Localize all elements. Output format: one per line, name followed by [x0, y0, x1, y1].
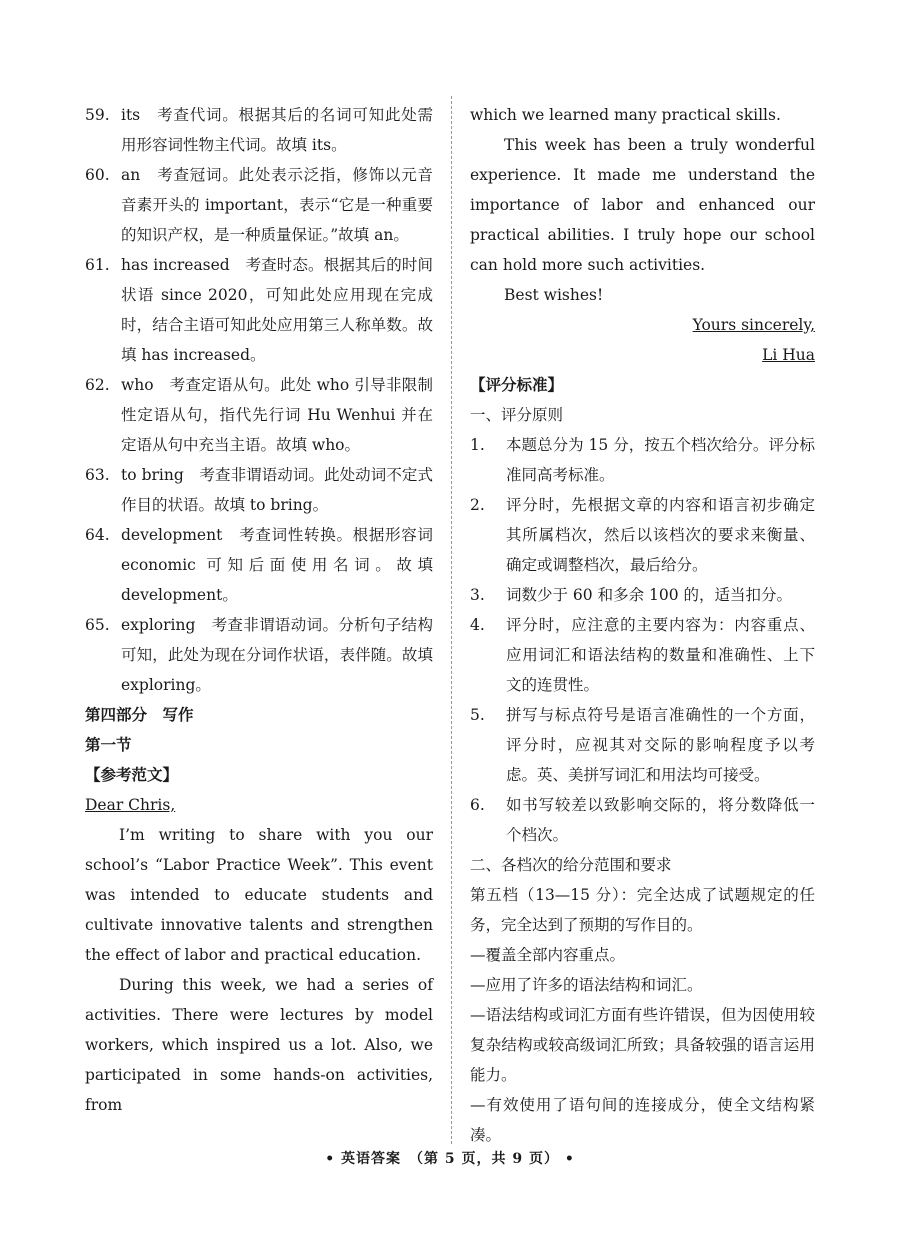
signature-text: Li Hua — [762, 346, 815, 364]
letter-closing: Best wishes! — [504, 286, 604, 304]
salutation-text: Dear Chris, — [85, 796, 176, 814]
principle-number: 5. — [470, 706, 485, 724]
answer-number: 61. — [85, 256, 110, 274]
principle-number: 2. — [470, 496, 485, 514]
right-column — [470, 100, 815, 1150]
sample-heading: 【参考范文】 — [85, 765, 179, 784]
criterion-3: —语法结构或词汇方面有些许错误，但为因使用较复杂结构或较高级词汇所致；具备较强的语言运用能力。 — [470, 1006, 815, 1084]
level-5-description: 第五档（13—15 分）：完全达成了试题规定的任务，完全达到了预期的写作目的。 — [470, 886, 815, 934]
principle-4 — [470, 610, 815, 700]
answer-text: development 考查词性转换。根据形容词 economic 可知后面使用名词。故填 development。 — [121, 526, 433, 604]
ranges-title: 二、各档次的给分范围和要求 — [470, 856, 672, 874]
answer-63 — [85, 460, 433, 520]
principle-text: 评分时，应注意的主要内容为：内容重点、应用词汇和语法结构的数量和准确性、上下文的连贯性。 — [506, 616, 815, 694]
page-footer: • 英语答案 （第 5 页，共 9 页） • — [325, 1151, 575, 1167]
answer-61 — [85, 250, 433, 370]
principle-2 — [470, 490, 815, 580]
criterion-2: —应用了许多的语法结构和词汇。 — [470, 976, 703, 994]
answer-62 — [85, 370, 433, 460]
principle-text: 如书写较差以致影响交际的，将分数降低一个档次。 — [506, 796, 815, 844]
principle-5 — [470, 700, 815, 790]
answer-text: an 考查冠词。此处表示泛指，修饰以元音音素开头的 important，表示“它是一种重要的知识产权，是一种质量保证。”故填 an。 — [121, 166, 433, 244]
answer-number: 60. — [85, 166, 110, 184]
principles-title: 一、评分原则 — [470, 406, 564, 424]
column-divider — [451, 96, 452, 1144]
answer-64 — [85, 520, 433, 610]
answer-text: to bring 考查非谓语动词。此处动词不定式作目的状语。故填 to bring。 — [121, 466, 433, 514]
answer-number: 59. — [85, 106, 110, 124]
principle-6 — [470, 790, 815, 850]
letter-paragraph-3: This week has been a truly wonderful experience. It made me understand the importance of labor and enhanced our practical abilities. I truly hope our school can hold more such activities. — [470, 136, 815, 274]
answer-60 — [85, 160, 433, 250]
answer-text: its 考查代词。根据其后的名词可知此处需用形容词性物主代词。故填 its。 — [121, 106, 433, 154]
principle-text: 评分时，先根据文章的内容和语言初步确定其所属档次，然后以该档次的要求来衡量、确定或调整档次，最后给分。 — [506, 496, 815, 574]
answer-number: 63. — [85, 466, 110, 484]
letter-paragraph-1: I’m writing to share with you our school’s “Labor Practice Week”. This event was intended to educate students and cultivate innovative talents and strengthen the effect of labor and practical education. — [85, 826, 433, 964]
signature — [470, 340, 815, 370]
criterion-1: —覆盖全部内容重点。 — [470, 946, 626, 964]
answer-number: 62. — [85, 376, 110, 394]
part4-title: 第四部分 写作 — [85, 705, 194, 724]
principle-3 — [470, 580, 815, 610]
answer-number: 64. — [85, 526, 110, 544]
principle-text: 词数少于 60 和多余 100 的，适当扣分。 — [506, 586, 793, 604]
answer-number: 65. — [85, 616, 110, 634]
answer-text: has increased 考查时态。根据其后的时间状语 since 2020，可知此处应用现在完成时，结合主语可知此处应用第三人称单数。故填 has increased。 — [121, 256, 433, 364]
principle-1 — [470, 430, 815, 490]
answer-65 — [85, 610, 433, 700]
principle-number: 1. — [470, 436, 485, 454]
left-column — [85, 100, 433, 1120]
signoff-text: Yours sincerely, — [692, 316, 815, 334]
principle-number: 6. — [470, 796, 485, 814]
signoff — [470, 310, 815, 340]
grading-heading: 【评分标准】 — [470, 375, 564, 394]
letter-paragraph-2: During this week, we had a series of activities. There were lectures by model workers, which inspired us a lot. Also, we participated in some hands-on activities, from — [85, 976, 433, 1114]
section1-title: 第一节 — [85, 735, 132, 754]
salutation — [85, 790, 433, 820]
letter-paragraph-2-continued: which we learned many practical skills. — [470, 106, 781, 124]
answer-text: exploring 考查非谓语动词。分析句子结构可知，此处为现在分词作状语，表伴随。故填 exploring。 — [121, 616, 433, 694]
answer-text: who 考查定语从句。此处 who 引导非限制性定语从句，指代先行词 Hu Wenhui 并在定语从句中充当主语。故填 who。 — [121, 376, 433, 454]
principle-text: 拼写与标点符号是语言准确性的一个方面，评分时，应视其对交际的影响程度予以考虑。英、美拼写词汇和用法均可接受。 — [506, 706, 815, 784]
principle-text: 本题总分为 15 分，按五个档次给分。评分标准同高考标准。 — [506, 436, 815, 484]
principle-number: 4. — [470, 616, 485, 634]
criterion-4: —有效使用了语句间的连接成分，使全文结构紧凑。 — [470, 1096, 815, 1144]
answer-59 — [85, 100, 433, 160]
principle-number: 3. — [470, 586, 485, 604]
